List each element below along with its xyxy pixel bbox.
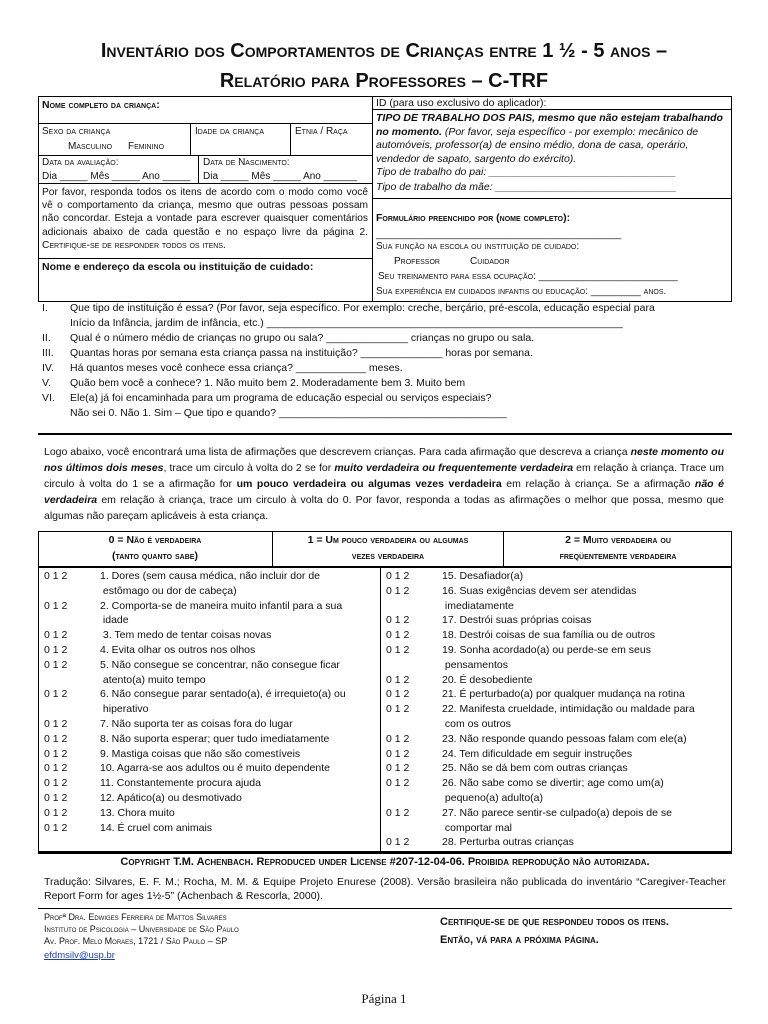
- item-text: comportar mal: [442, 821, 513, 834]
- item-text: 17. Destrói suas próprias coisas: [442, 614, 592, 627]
- item-row[interactable]: [44, 570, 378, 585]
- item-text: 6. Não consegue parar sentado(a), é irrequieto(a) ou: [100, 688, 346, 701]
- eval-date-label: Data da avaliação:: [42, 157, 119, 168]
- item-row: [44, 703, 378, 718]
- check-reminder-line1: Certifique-se de que respondeu todos os itens.: [440, 916, 669, 928]
- father-work-field[interactable]: Tipo de trabalho do pai: ________________________________: [376, 166, 677, 178]
- mother-work-field[interactable]: Tipo de trabalho da mãe: _______________________________: [376, 181, 677, 193]
- item-row[interactable]: [386, 570, 730, 585]
- item-row[interactable]: [44, 600, 378, 615]
- contact-block: Profª Dra. Edwiges Ferreira de Mattos Silvares Instituto de Psicologia – Universidade de São Paulo Av. Prof. Melo Moraes, 1721 / São Paulo – SP: [44, 912, 239, 946]
- item-text: 26. Não sabe como se divertir; age como um(a): [442, 777, 664, 790]
- document-title-line2: Relatório para Professores – C-TRF: [219, 70, 549, 92]
- item-text: 14. É cruel com animais: [100, 821, 213, 834]
- role-label: Sua função na escola ou instituição de cuidado:: [376, 241, 580, 252]
- document-title-line1: Inventário dos Comportamentos de Crianças entre 1 ½ - 5 anos –: [100, 40, 668, 62]
- parents-work-block: [376, 112, 728, 166]
- role-caregiver-option[interactable]: Cuidador: [470, 256, 510, 267]
- scale-2-label: 2 = Muito verdadeira ou: [565, 534, 671, 546]
- item-row[interactable]: [386, 629, 730, 644]
- training-field[interactable]: Seu treinamento para essa ocupação: _________________________: [378, 271, 678, 282]
- item-text: 13. Chora muito: [100, 806, 175, 819]
- item-row: [44, 585, 378, 600]
- item-text: 19. Sonha acordado(a) ou perde-se em seus: [442, 643, 651, 656]
- check-reminder-line2: Então, vá para a próxima página.: [440, 934, 599, 946]
- scale-2-sub: freqüentemente verdadeira: [559, 550, 677, 562]
- question-row: I. Que tipo de instituição é essa? (Por favor, seja específico. Por exemplo: creche, berçário, pré-escola, educação especial para: [42, 302, 655, 314]
- item-row[interactable]: [44, 733, 378, 748]
- instructions-body: Por favor, responda todos os itens de acordo com o modo como você vê o comportamento da criança, mesmo que outras pessoas possam não concordar. Esteja a vontade para escrever quaisquer comentários adicionais abaixo de cada questão e no espaço livre da página 2.: [42, 187, 368, 238]
- role-teacher-option[interactable]: Professor: [394, 256, 440, 267]
- item-text: pensamentos: [442, 658, 508, 671]
- eval-date-field[interactable]: Dia _____ Mês _____ Ano _____: [42, 171, 191, 182]
- response-options[interactable]: 0 1 2: [386, 643, 410, 656]
- section-divider: [38, 433, 732, 435]
- item-row[interactable]: [44, 718, 378, 733]
- item-row[interactable]: [386, 585, 730, 600]
- experience-field[interactable]: Sua experiência em cuidados infantis ou educação: _________ anos.: [376, 286, 667, 297]
- instructions-text: [42, 186, 368, 252]
- sex-label: Sexo da criança: [42, 126, 111, 137]
- item-row[interactable]: [44, 777, 378, 792]
- item-row[interactable]: [44, 792, 378, 807]
- item-text: 12. Apático(a) ou desmotivado: [100, 791, 242, 804]
- filled-by-field[interactable]: __________________________________________: [376, 228, 622, 240]
- item-row[interactable]: [386, 733, 730, 748]
- copyright-notice: Copyright T.M. Achenbach. Reproduced under License #207-12-04-06. Proibida reprodução não autorizada.: [120, 856, 650, 868]
- item-text: 27. Não parece sentir-se culpado(a) depois de se: [442, 806, 672, 819]
- item-row[interactable]: [44, 762, 378, 777]
- item-text: 8. Não suporta esperar; quer tudo imediatamente: [100, 732, 330, 745]
- item-row[interactable]: [386, 762, 730, 777]
- item-text: 23. Não responde quando pessoas falam com ele(a): [442, 732, 687, 745]
- item-row: [386, 659, 730, 674]
- school-label: Nome e endereço da escola ou instituição de cuidado:: [42, 261, 314, 273]
- item-row[interactable]: [44, 659, 378, 674]
- sex-female-option[interactable]: Feminino: [128, 141, 165, 152]
- question-row[interactable]: Início da Infância, jardim de infância, etc.) _____________________________________________________________: [70, 317, 623, 329]
- item-row[interactable]: [44, 688, 378, 703]
- age-label: Idade da criança: [195, 126, 265, 137]
- birth-date-field[interactable]: Dia _____ Mês _____ Ano ______: [203, 171, 358, 182]
- contact-email-link[interactable]: efdmsilv@usp.br: [44, 950, 115, 961]
- item-row[interactable]: [386, 777, 730, 792]
- item-text: 16. Suas exigências devem ser atendidas: [442, 584, 637, 597]
- item-text: 4. Evita olhar os outros nos olhos: [100, 643, 256, 656]
- item-text: 24. Tem dificuldade em seguir instruções: [442, 747, 633, 760]
- item-text: 28. Perturba outras crianças: [442, 836, 574, 849]
- item-row[interactable]: [386, 807, 730, 822]
- page-number: Página 1: [361, 991, 407, 1006]
- item-text: 1. Dores (sem causa médica, não incluir dor de: [100, 570, 321, 582]
- response-options[interactable]: 0 1 2: [44, 806, 68, 819]
- scale-1-label: 1 = Um pouco verdadeira ou algumas: [307, 534, 469, 546]
- response-options[interactable]: 0 1 2: [44, 570, 68, 582]
- question-row: VI. Ele(a) já foi encaminhada para um programa de educação especial ou serviços especiais?: [42, 392, 492, 404]
- item-text: hiperativo: [100, 703, 149, 716]
- instructions-caps: Certifique-se de responder todos os itens.: [42, 239, 226, 251]
- response-options[interactable]: 0 1 2: [386, 747, 410, 760]
- item-row[interactable]: [44, 748, 378, 763]
- questions-section: [42, 302, 732, 422]
- item-row: [386, 822, 730, 837]
- response-options[interactable]: 0 1 2: [386, 629, 410, 642]
- item-row[interactable]: [386, 614, 730, 629]
- item-row[interactable]: [386, 836, 730, 851]
- item-row: [386, 718, 730, 733]
- item-text: atento(a) muito tempo: [100, 673, 206, 686]
- response-options[interactable]: 0 1 2: [386, 570, 410, 582]
- item-text: 2. Comporta-se de maneira muito infantil para a sua: [100, 599, 343, 612]
- child-name-label: Nome completo da criança:: [42, 99, 160, 111]
- item-row: [386, 792, 730, 807]
- item-row: [44, 614, 378, 629]
- translation-credit: Tradução: Silvares, E. F. M.; Rocha, M. M. & Equipe Projeto Enurese (2008). Versão brasileira não publicada do inventário “Caregiver-Teacher Report Form for ages 1½-5” (Achenbach & Rescorla, 2000).: [44, 876, 726, 902]
- item-row: [44, 674, 378, 689]
- item-text: 3. Tem medo de tentar coisas novas: [100, 629, 272, 642]
- sex-male-option[interactable]: Masculino: [68, 141, 113, 152]
- response-options[interactable]: 0 1 2: [44, 821, 68, 834]
- response-options[interactable]: 0 1 2: [44, 747, 68, 760]
- response-options[interactable]: 0 1 2: [386, 777, 410, 790]
- question-row[interactable]: IV. Há quantos meses você conhece essa criança? ____________ meses.: [42, 362, 403, 374]
- question-row[interactable]: III. Quantas horas por semana esta criança passa na instituição? ______________ horas por semana.: [42, 347, 533, 359]
- response-options[interactable]: 0 1 2: [44, 717, 68, 730]
- response-options[interactable]: 0 1 2: [44, 599, 68, 612]
- scale-0-sub: (tanto quanto sabe): [112, 550, 198, 562]
- item-text: idade: [100, 614, 129, 627]
- item-text: com os outros: [442, 717, 511, 730]
- item-text: 7. Não suporta ter as coisas fora do lugar: [100, 717, 293, 730]
- question-row[interactable]: V. Quão bem você a conhece? 1. Não muito bem 2. Moderadamente bem 3. Muito bem: [42, 377, 466, 389]
- response-options[interactable]: 0 1 2: [386, 806, 410, 819]
- intro-paragraph: Logo abaixo, você encontrará uma lista de afirmações que descrevem crianças. Para cada afirmação que descreva a criança neste momento ou nos últimos dois meses, trace um circulo à volta do 2 se for muito verdadeira ou frequentemente verdadeira em relação à criança. Trace um circulo à volta do 1 se a afirmação for um pouco verdadeira ou algumas vezes verdadeira em relação à criança. Se a afirmação não é verdadeira em relação à criança, trace um circulo à volta do 0. Por favor, responda a todas as afirmações o melhor que possa, mesmo que algumas não pareçam aplicáveis à esta criança.: [44, 446, 725, 522]
- item-row[interactable]: [386, 674, 730, 689]
- id-label: ID (para uso exclusivo do aplicador):: [376, 97, 547, 109]
- response-options[interactable]: 0 1 2: [44, 658, 68, 671]
- item-row[interactable]: [386, 688, 730, 703]
- birth-date-label: Data de Nascimento:: [203, 157, 290, 168]
- scale-0-label: 0 = Não é verdadeira: [108, 534, 202, 546]
- item-row[interactable]: [386, 703, 730, 718]
- item-row[interactable]: [44, 822, 378, 837]
- response-options[interactable]: 0 1 2: [44, 791, 68, 804]
- parents-work-title: TIPO DE TRABALHO DOS PAIS, mesmo que não estejam trabalhando no momento.: [376, 112, 723, 138]
- item-text: estômago ou dor de cabeça): [100, 584, 237, 597]
- item-row[interactable]: [44, 807, 378, 822]
- item-text: 21. É perturbado(a) por qualquer mudança na rotina: [442, 688, 685, 701]
- response-options[interactable]: 0 1 2: [386, 732, 410, 745]
- item-row[interactable]: [44, 644, 378, 659]
- response-options[interactable]: 0 1 2: [386, 673, 410, 686]
- response-options[interactable]: 0 1 2: [386, 836, 410, 849]
- question-row[interactable]: II. Qual é o número médio de crianças no grupo ou sala? ______________ crianças no grupo ou sala.: [42, 332, 535, 344]
- response-options[interactable]: 0 1 2: [386, 703, 410, 716]
- item-text: 11. Constantemente procura ajuda: [100, 777, 261, 790]
- response-options[interactable]: 0 1 2: [386, 614, 410, 627]
- question-row[interactable]: Não sei 0. Não 1. Sim – Que tipo e quando? _______________________________________: [70, 407, 507, 419]
- filled-by-label: Formulário preenchido por (nome completo):: [376, 212, 571, 224]
- response-options[interactable]: 0 1 2: [386, 584, 410, 597]
- item-text: 15. Desafiador(a): [442, 570, 524, 582]
- item-text: 10. Agarra-se aos adultos ou é muito dependente: [100, 762, 330, 775]
- item-row[interactable]: [44, 629, 378, 644]
- response-options[interactable]: 0 1 2: [44, 629, 68, 642]
- response-options[interactable]: 0 1 2: [44, 688, 68, 701]
- response-options[interactable]: 0 1 2: [44, 732, 68, 745]
- item-text: 22. Manifesta crueldade, intimidação ou maldade para: [442, 703, 695, 716]
- item-text: 5. Não consegue se concentrar, não consegue ficar: [100, 658, 340, 671]
- scale-1-sub: vezes verdadeira: [351, 550, 425, 562]
- item-text: 18. Destrói coisas de sua família ou de outros: [442, 629, 656, 642]
- parents-work-hint: (Por favor, seja específico - por exemplo: mecânico de automóveis, professor(a) de ensino médio, dona de casa, operário, vendedor de sapato, sargento do exército).: [376, 125, 699, 165]
- item-row: [386, 600, 730, 615]
- response-options[interactable]: 0 1 2: [44, 777, 68, 790]
- item-row[interactable]: [386, 748, 730, 763]
- ethnicity-label: Etnia / Raça: [295, 126, 348, 137]
- item-text: 25. Não se dá bem com outras crianças: [442, 762, 628, 775]
- response-options[interactable]: 0 1 2: [44, 643, 68, 656]
- item-text: imediatamente: [442, 599, 514, 612]
- item-text: 9. Mastiga coisas que não são comestíveis: [100, 747, 301, 760]
- item-row[interactable]: [386, 644, 730, 659]
- response-options[interactable]: 0 1 2: [386, 688, 410, 701]
- item-text: 20. É desobediente: [442, 673, 533, 686]
- item-text: pequeno(a) adulto(a): [442, 791, 543, 804]
- items-left-column: [44, 570, 378, 836]
- items-right-column: [386, 570, 730, 851]
- response-options[interactable]: 0 1 2: [44, 762, 68, 775]
- response-options[interactable]: 0 1 2: [386, 762, 410, 775]
